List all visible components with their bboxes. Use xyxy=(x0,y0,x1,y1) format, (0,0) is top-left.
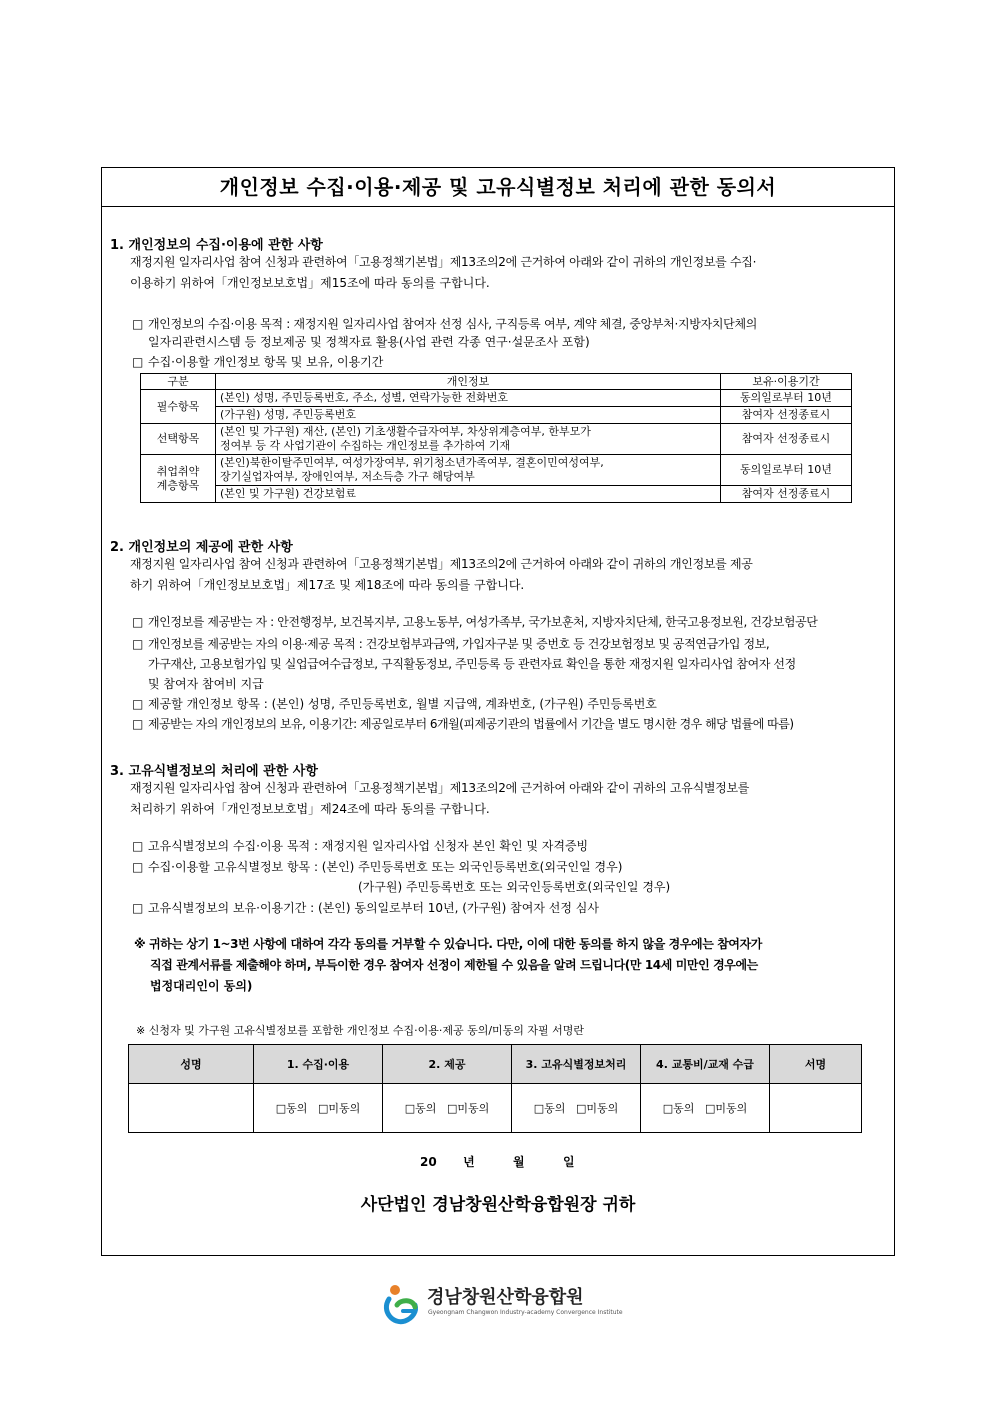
consent-unique-id xyxy=(512,1084,641,1133)
checkbox-glyph: □ xyxy=(132,637,143,651)
section2-para-line1: 재정지원 일자리사업 참여 신청과 관련하여「고용정책기본법」제13조의2에 근거하여 아래와 같이 귀하의 개인정보를 제공 xyxy=(130,557,753,571)
agree-checkbox[interactable]: □동의 xyxy=(404,1102,437,1115)
optional-info xyxy=(216,424,721,455)
section2-item-purpose xyxy=(132,634,769,654)
signature-field[interactable] xyxy=(770,1084,862,1133)
section1-para-line1: 재정지원 일자리사업 참여 신청과 관련하여「고용정책기본법」제13조의2에 근거하여 아래와 같이 귀하의 개인정보를 수집· xyxy=(130,255,757,269)
section3-item-fields-line1: 수집·이용할 고유식별정보 항목 : (본인) 주민등록번호 또는 외국인등록번호(외국인일 경우) xyxy=(148,860,623,874)
agree-checkbox[interactable]: □동의 xyxy=(275,1102,308,1115)
section1-item-fields-text: 수집·이용할 개인정보 항목 및 보유, 이용기간 xyxy=(148,355,384,369)
vulnerable-household-period: 참여자 선정종료시 xyxy=(721,486,852,503)
section1-paragraph xyxy=(130,252,886,294)
category-vulnerable-line2: 계층항목 xyxy=(156,478,200,492)
vulnerable-self-info-line2: 장기실업자여부, 장애인여부, 저소득층 가구 해당여부 xyxy=(220,470,475,483)
header-info: 개인정보 xyxy=(216,374,721,390)
refusal-notice-line1-text: 귀하는 상기 1~3번 사항에 대하여 각각 동의를 거부할 수 있습니다. 다만, 이에 대한 동의를 하지 않을 경우에는 참여자가 xyxy=(149,937,762,951)
section1-heading: 1. 개인정보의 수집·이용에 관한 사항 xyxy=(110,238,323,253)
disagree-checkbox[interactable]: □미동의 xyxy=(317,1102,361,1115)
category-vulnerable-line1: 취업취약 xyxy=(156,464,200,478)
checkbox-glyph: □ xyxy=(132,317,144,331)
section1-item-purpose xyxy=(132,314,757,334)
disagree-checkbox[interactable]: □미동의 xyxy=(704,1102,748,1115)
date-year-prefix: 20 xyxy=(420,1155,437,1169)
header-category: 구분 xyxy=(141,374,216,390)
section2-item-retention xyxy=(132,714,794,734)
signature-row xyxy=(129,1084,862,1133)
checkbox-glyph: □ xyxy=(132,615,143,629)
sig-header-unique-id: 3. 고유식별정보처리 xyxy=(512,1045,641,1084)
date-month-unit: 월 xyxy=(513,1155,525,1169)
logo-subtitle: Gyeongnam Changwon Industry-academy Convergence Institute xyxy=(428,1309,623,1316)
agree-checkbox[interactable]: □동의 xyxy=(662,1102,695,1115)
section3-item-fields-line2: (가구원) 주민등록번호 또는 외국인등록번호(외국인일 경우) xyxy=(358,880,671,894)
signature-note: ※ 신청자 및 가구원 고유식별정보를 포함한 개인정보 수집·이용·제공 동의/미동의 자필 서명란 xyxy=(136,1024,585,1037)
refusal-notice-line2: 직접 관계서류를 제출해야 하며, 부득이한 경우 참여자 선정이 제한될 수 있음을 알려 드립니다(만 14세 미만인 경우에는 xyxy=(150,958,758,972)
consent-form xyxy=(101,167,895,1256)
optional-period: 참여자 선정종료시 xyxy=(721,424,852,455)
section3-paragraph xyxy=(130,778,886,820)
notice-mark: ※ xyxy=(134,937,146,951)
section3-item-fields xyxy=(132,857,622,877)
table-row xyxy=(141,486,852,503)
vulnerable-household-info: (본인 및 가구원) 건강보험료 xyxy=(216,486,721,503)
institute-logo xyxy=(383,1279,623,1331)
category-optional: 선택항목 xyxy=(141,424,216,455)
sig-header-transport: 4. 교통비/교재 수급 xyxy=(641,1045,770,1084)
name-field[interactable] xyxy=(129,1084,254,1133)
table-row xyxy=(141,424,852,455)
checkbox-glyph: □ xyxy=(132,717,143,731)
section2-item-purpose-line1: 개인정보를 제공받는 자의 이용·제공 목적 : 건강보험부과금액, 가입자구분 및 증번호 등 건강보험정보 및 공적연금가입 정보, xyxy=(148,637,770,651)
checkbox-glyph: □ xyxy=(132,860,144,874)
section2-item-retention-text: 제공받는 자의 개인정보의 보유, 이용기간: 제공일로부터 6개월(피제공기관의 법률에서 기간을 별도 명시한 경우 해당 법률에 따름) xyxy=(148,717,794,731)
checkbox-glyph: □ xyxy=(132,901,144,915)
section2-paragraph xyxy=(130,554,886,596)
section2-item-fields-text: 제공할 개인정보 항목 : (본인) 성명, 주민등록번호, 월별 지급액, 계좌번호, (가구원) 주민등록번호 xyxy=(148,697,657,711)
required-household-period: 참여자 선정종료시 xyxy=(721,407,852,424)
table-row xyxy=(141,407,852,424)
section3-heading: 3. 고유식별정보의 처리에 관한 사항 xyxy=(110,764,318,779)
section2-item-recipients xyxy=(132,612,817,632)
section2-item-purpose-line3: 및 참여자 참여비 지급 xyxy=(148,677,264,691)
section2-heading: 2. 개인정보의 제공에 관한 사항 xyxy=(110,540,293,555)
section3-item-purpose xyxy=(132,836,588,856)
sig-header-provide: 2. 제공 xyxy=(383,1045,512,1084)
category-vulnerable xyxy=(141,455,216,503)
sig-header-name: 성명 xyxy=(129,1045,254,1084)
vulnerable-self-info xyxy=(216,455,721,486)
date-line xyxy=(420,1153,575,1170)
disagree-checkbox[interactable]: □미동의 xyxy=(446,1102,490,1115)
optional-info-line2: 정여부 등 각 사업기관이 수집하는 개인정보를 추가하여 기재 xyxy=(220,439,511,452)
personal-info-table xyxy=(140,373,852,503)
optional-info-line1: (본인 및 가구원) 재산, (본인) 기초생활수급자여부, 차상위계층여부, 한부모가 xyxy=(220,425,591,438)
vulnerable-self-period: 동의일로부터 10년 xyxy=(721,455,852,486)
section2-para-line2: 하기 위하여「개인정보보호법」제17조 및 제18조에 따라 동의를 구합니다. xyxy=(130,578,525,592)
refusal-notice-line3: 법정대리인이 동의) xyxy=(150,979,253,993)
consent-collect xyxy=(254,1084,383,1133)
section3-para-line1: 재정지원 일자리사업 참여 신청과 관련하여「고용정책기본법」제13조의2에 근거하여 아래와 같이 귀하의 고유식별정보를 xyxy=(130,781,750,795)
section3-para-line2: 처리하기 위하여「개인정보보호법」제24조에 따라 동의를 구합니다. xyxy=(130,802,490,816)
required-self-info: (본인) 성명, 주민등록번호, 주소, 성별, 연락가능한 전화번호 xyxy=(216,390,721,407)
form-title: 개인정보 수집·이용·제공 및 고유식별정보 처리에 관한 동의서 xyxy=(102,168,894,207)
logo-mark-icon xyxy=(383,1281,423,1329)
section1-para-line2: 이용하기 위하여「개인정보보호법」제15조에 따라 동의를 구합니다. xyxy=(130,276,490,290)
section1-item-fields xyxy=(132,352,383,372)
section1-item-purpose-line2: 일자리관련시스템 등 정보제공 및 정책자료 활용(사업 관련 각종 연구·설문조사 포함) xyxy=(148,335,590,349)
refusal-notice-line1 xyxy=(134,934,884,955)
section3-item-purpose-text: 고유식별정보의 수집·이용 목적 : 재정지원 일자리사업 신청자 본인 확인 및 자격증빙 xyxy=(148,839,589,853)
signature-table xyxy=(128,1044,862,1133)
section3-item-retention xyxy=(132,898,599,918)
consent-provide xyxy=(383,1084,512,1133)
section2-item-fields xyxy=(132,694,657,714)
refusal-notice xyxy=(134,934,884,997)
required-household-info: (가구원) 성명, 주민등록번호 xyxy=(216,407,721,424)
date-year-unit: 년 xyxy=(463,1155,475,1169)
table-header-row xyxy=(141,374,852,390)
date-day-unit: 일 xyxy=(563,1155,575,1169)
required-self-period: 동의일로부터 10년 xyxy=(721,390,852,407)
section1-item-purpose-line1: 개인정보의 수집·이용 목적 : 재정지원 일자리사업 참여자 선정 심사, 구직등록 여부, 계약 체결, 중앙부처·지방자치단체의 xyxy=(148,317,758,331)
table-row xyxy=(141,390,852,407)
consent-transport xyxy=(641,1084,770,1133)
category-required: 필수항목 xyxy=(141,390,216,424)
header-period: 보유·이용기간 xyxy=(721,374,852,390)
vulnerable-self-info-line1: (본인)북한이탈주민여부, 여성가장여부, 위기청소년가족여부, 결혼이민여성여부, xyxy=(220,456,604,469)
checkbox-glyph: □ xyxy=(132,839,144,853)
section2-item-purpose-line2: 가구재산, 고용보험가입 및 실업급여수급정보, 구직활동정보, 주민등록 등 관련자료 확인을 통한 재정지원 일자리사업 참여자 선정 xyxy=(148,657,796,671)
sig-header-collect: 1. 수집·이용 xyxy=(254,1045,383,1084)
logo-name: 경남창원산학융합원 xyxy=(427,1287,584,1308)
disagree-checkbox[interactable]: □미동의 xyxy=(575,1102,619,1115)
checkbox-glyph: □ xyxy=(132,355,144,369)
signature-header-row xyxy=(129,1045,862,1084)
table-row xyxy=(141,455,852,486)
agree-checkbox[interactable]: □동의 xyxy=(533,1102,566,1115)
addressee: 사단법인 경남창원산학융합원장 귀하 xyxy=(360,1195,636,1215)
section2-item-recipients-text: 개인정보를 제공받는 자 : 안전행정부, 보건복지부, 고용노동부, 여성가족부, 국가보훈처, 지방자치단체, 한국고용정보원, 건강보험공단 xyxy=(148,615,818,629)
section3-item-retention-text: 고유식별정보의 보유·이용기간 : (본인) 동의일로부터 10년, (가구원) 참여자 선정 심사 xyxy=(148,901,599,915)
checkbox-glyph: □ xyxy=(132,697,144,711)
sig-header-signature: 서명 xyxy=(770,1045,862,1084)
